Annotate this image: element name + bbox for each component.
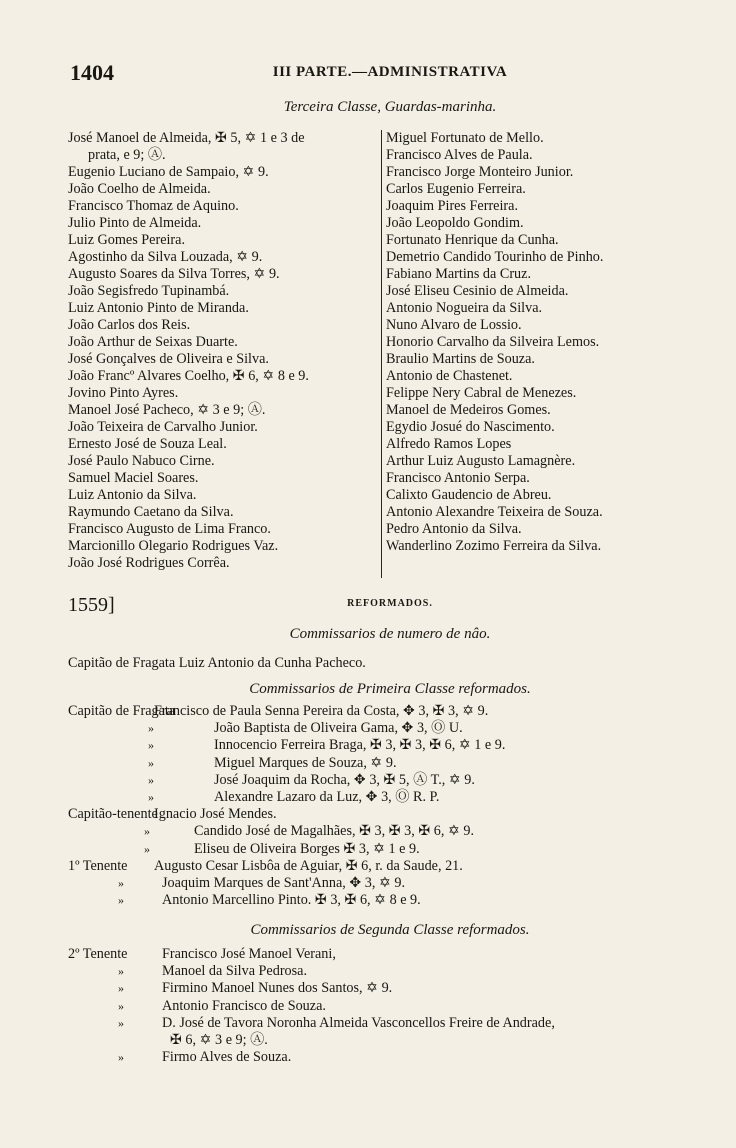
roster-row — [68, 789, 708, 806]
list-item: Wanderlino Zozimo Ferreira da Silva. — [386, 538, 602, 554]
roster-row — [68, 963, 708, 980]
list-item: Luiz Antonio da Silva. — [68, 487, 197, 503]
numero-entry: Capitão de Fragata Luiz Antonio da Cunha Pacheco. — [68, 655, 366, 671]
member-name: Francisco José Manoel Verani, — [162, 946, 336, 962]
rank-label: » — [118, 981, 124, 996]
list-item: Joaquim Pires Ferreira. — [386, 198, 518, 214]
member-name: Eliseu de Oliveira Borges ✠ 3, ✡ 1 e 9. — [194, 840, 420, 857]
list-item: Antonio Alexandre Teixeira de Souza. — [386, 504, 603, 520]
list-item: Francisco Antonio Serpa. — [386, 470, 530, 486]
rank-label: » — [144, 824, 150, 839]
list-item: Luiz Antonio Pinto de Miranda. — [68, 300, 249, 316]
subsection-title-segunda: Commissarios de Segunda Classe reformados. — [250, 922, 530, 938]
roster-row — [68, 858, 708, 875]
rank-label: » — [148, 738, 154, 753]
page-number: 1404 — [70, 60, 114, 85]
list-item: José Manoel de Almeida, ✠ 5, ✡ 1 e 3 de — [68, 130, 305, 146]
roster-row — [68, 772, 708, 789]
list-item: Nuno Alvaro de Lossio. — [386, 317, 522, 333]
list-item: Marcionillo Olegario Rodrigues Vaz. — [68, 538, 279, 554]
list-item: João Carlos dos Reis. — [68, 317, 191, 333]
list-item: João Arthur de Seixas Duarte. — [68, 334, 238, 350]
member-name: Firmino Manoel Nunes dos Santos, ✡ 9. — [162, 980, 393, 997]
member-name: ✠ 6, ✡ 3 e 9; Ⓐ. — [170, 1032, 268, 1048]
roster-row — [68, 841, 708, 858]
list-item: Braulio Martins de Souza. — [386, 351, 535, 367]
rank-label: Capitão-tenente — [68, 806, 158, 823]
list-item: Fortunato Henrique da Cunha. — [386, 232, 559, 248]
member-name: Firmo Alves de Souza. — [162, 1049, 292, 1066]
list-item: Ernesto José de Souza Leal. — [68, 436, 227, 452]
member-name: Candido José de Magalhães, ✠ 3, ✠ 3, ✠ 6, ✡ 9. — [194, 823, 475, 840]
list-item: Pedro Antonio da Silva. — [386, 521, 522, 537]
roster-row — [68, 755, 708, 772]
list-item: Francisco Augusto de Lima Franco. — [68, 521, 271, 537]
roster-row — [68, 823, 708, 840]
list-item: Manoel de Medeiros Gomes. — [386, 402, 551, 418]
roster-row — [68, 1032, 708, 1049]
rank-label: » — [148, 790, 154, 804]
rank-label: 2º Tenente — [68, 946, 128, 962]
list-item: Antonio Nogueira da Silva. — [386, 300, 543, 316]
list-item: Francisco Alves de Paula. — [386, 147, 533, 163]
list-item: Jovino Pinto Ayres. — [68, 385, 179, 401]
list-item: Francisco Thomaz de Aquino. — [68, 198, 239, 214]
list-item: Raymundo Caetano da Silva. — [68, 504, 234, 520]
roster-row — [68, 998, 708, 1015]
member-name: Francisco de Paula Senna Pereira da Costa, ✥ 3, ✠ 3, ✡ 9. — [154, 703, 489, 719]
list-item: Eugenio Luciano de Sampaio, ✡ 9. — [68, 164, 269, 180]
list-item: José Paulo Nabuco Cirne. — [68, 453, 215, 469]
list-item: Francisco Jorge Monteiro Junior. — [386, 164, 574, 180]
rank-label: » — [118, 1050, 124, 1065]
roster-row — [68, 806, 708, 823]
list-item: Samuel Maciel Soares. — [68, 470, 199, 486]
section-number: 1559] — [68, 594, 115, 616]
rank-label: » — [118, 1015, 124, 1030]
roster-row — [68, 892, 708, 909]
list-item: João Francº Alvares Coelho, ✠ 6, ✡ 8 e 9. — [68, 368, 309, 384]
list-item: prata, e 9; Ⓐ. — [88, 147, 166, 163]
rank-label: 1º Tenente — [68, 857, 128, 874]
member-name: João Baptista de Oliveira Gama, ✥ 3, Ⓞ U. — [214, 720, 463, 737]
list-item: João Segisfredo Tupinambá. — [68, 283, 230, 299]
rank-label: » — [148, 755, 154, 770]
list-item: Demetrio Candido Tourinho de Pinho. — [386, 249, 604, 265]
list-item: Miguel Fortunato de Mello. — [386, 130, 544, 146]
section-title-guardas-marinha: Terceira Classe, Guardas-marinha. — [283, 99, 497, 115]
list-item: Luiz Gomes Pereira. — [68, 232, 186, 248]
list-item: João José Rodrigues Corrêa. — [68, 555, 230, 571]
roster-row — [68, 1049, 708, 1066]
list-item: Carlos Eugenio Ferreira. — [386, 181, 526, 197]
rank-label: » — [118, 964, 124, 979]
rank-label: » — [118, 876, 124, 890]
rank-label: » — [144, 841, 150, 856]
member-name: Augusto Cesar Lisbôa de Aguiar, ✠ 6, r. da Saude, 21. — [154, 857, 463, 874]
list-item: João Teixeira de Carvalho Junior. — [68, 419, 258, 435]
member-name: Alexandre Lazaro da Luz, ✥ 3, Ⓞ R. P. — [214, 789, 440, 805]
list-item: Calixto Gaudencio de Abreu. — [386, 487, 552, 503]
member-name: D. José de Tavora Noronha Almeida Vasconcellos Freire de Andrade, — [162, 1014, 555, 1031]
rank-label: » — [118, 893, 124, 908]
running-title: III PARTE.—ADMINISTRATIVA — [272, 64, 508, 80]
list-item: Augusto Soares da Silva Torres, ✡ 9. — [68, 266, 280, 282]
member-name: Joaquim Marques de Sant'Anna, ✥ 3, ✡ 9. — [162, 875, 406, 891]
roster-row — [68, 946, 708, 963]
member-name: Miguel Marques de Souza, ✡ 9. — [214, 754, 397, 771]
list-item: Arthur Luiz Augusto Lamagnère. — [386, 453, 576, 469]
list-item: Alfredo Ramos Lopes — [386, 436, 512, 452]
list-item: José Gonçalves de Oliveira e Silva. — [68, 351, 269, 367]
running-header — [70, 60, 710, 86]
list-item: Egydio Josué do Nascimento. — [386, 419, 555, 435]
member-name: Ignacio José Mendes. — [154, 806, 277, 823]
roster-row — [68, 980, 708, 997]
list-item: José Eliseu Cesinio de Almeida. — [386, 283, 569, 299]
section-title-reformados: REFORMADOS. — [347, 598, 433, 609]
member-name: Innocencio Ferreira Braga, ✠ 3, ✠ 3, ✠ 6, ✡ 1 e 9. — [214, 737, 506, 754]
subsection-title-primeira: Commissarios de Primeira Classe reformados. — [249, 681, 531, 697]
column-divider — [381, 130, 382, 578]
member-name: Manoel da Silva Pedrosa. — [162, 963, 307, 980]
list-item: Fabiano Martins da Cruz. — [386, 266, 531, 282]
rank-label: » — [118, 998, 124, 1013]
left-column — [68, 130, 382, 572]
right-column — [386, 130, 676, 555]
member-name: Antonio Francisco de Souza. — [162, 997, 326, 1014]
list-item: Agostinho da Silva Louzada, ✡ 9. — [68, 249, 263, 265]
roster-row — [68, 737, 708, 754]
rank-label: » — [148, 772, 154, 787]
roster-row — [68, 720, 708, 737]
list-item: João Leopoldo Gondim. — [386, 215, 524, 231]
list-item: Felippe Nery Cabral de Menezes. — [386, 385, 577, 401]
subsection-title-numero: Commissarios de numero de nâo. — [289, 626, 491, 642]
list-item: Manoel José Pacheco, ✡ 3 e 9; Ⓐ. — [68, 402, 266, 418]
roster-row — [68, 703, 708, 720]
list-item: Honorio Carvalho da Silveira Lemos. — [386, 334, 600, 350]
rank-label: » — [148, 721, 154, 736]
roster-row — [68, 875, 708, 892]
list-item: Julio Pinto de Almeida. — [68, 215, 202, 231]
rank-label: Capitão de Fragata — [68, 703, 176, 719]
member-name: José Joaquim da Rocha, ✥ 3, ✠ 5, Ⓐ T., ✡ 9. — [214, 771, 475, 788]
roster-row — [68, 1015, 708, 1032]
list-item: Antonio de Chastenet. — [386, 368, 513, 384]
list-item: João Coelho de Almeida. — [68, 181, 211, 197]
member-name: Antonio Marcellino Pinto. ✠ 3, ✠ 6, ✡ 8 e 9. — [162, 892, 421, 909]
